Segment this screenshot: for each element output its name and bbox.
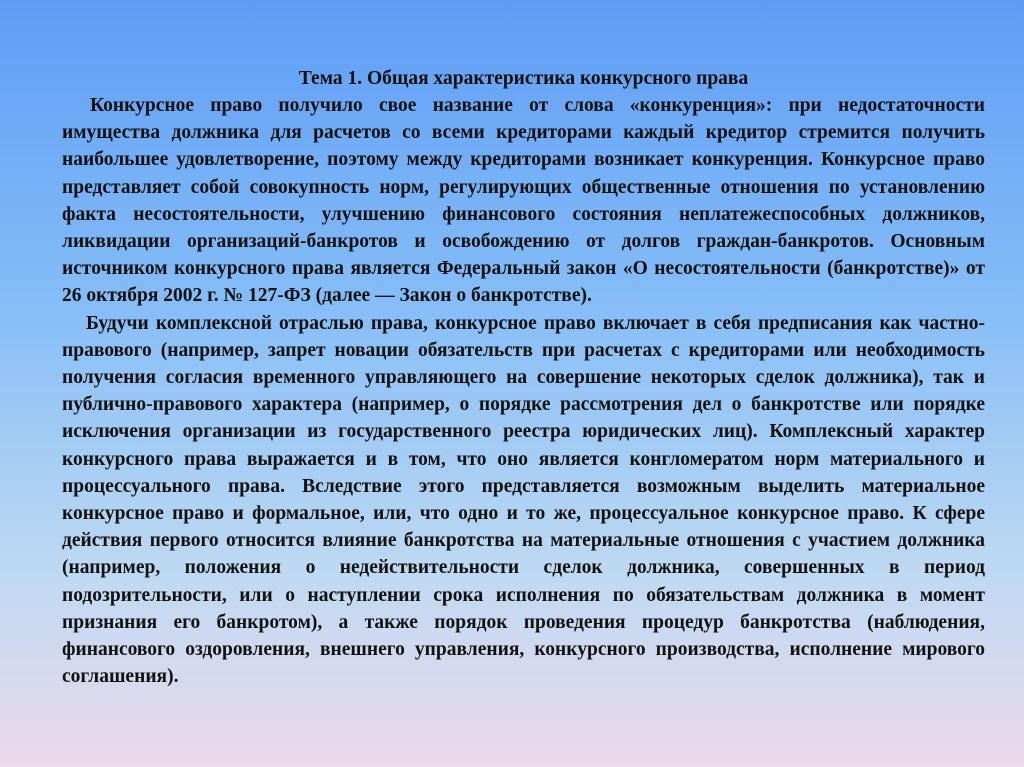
slide-title: Тема 1. Общая характеристика конкурсного права bbox=[298, 68, 749, 89]
slide-content bbox=[62, 65, 985, 690]
paragraph-2: Будучи комплексной отраслью права, конкурсное право включает в себя предписания как частно-правового (например, запрет новации обязательств при расчетах с кредиторами или необходимость получения согласия временного управляющего на совершение некоторых сделок должника), так и публично-правового характера (например, о порядке рассмотрения дел о банкротстве или порядке исключения организации из государственного реестра юридических лиц). Комплексный характер конкурсного права выражается и в том, что оно является конгломератом норм материального и процессуального права. Вследствие этого представляется возможным выделить материальное конкурсное право и формальное, или, что одно и то же, процессуальное конкурсное право. К сфере действия первого относится влияние банкротства на материальные отношения с участием должника (например, положения о недействительности сделок должника, совершенных в период подозрительности, или о наступлении срока исполнения по обязательствам должника в момент признания его банкротом), а также порядок проведения процедур банкротства (наблюдения, финансового оздоровления, внешнего управления, конкурсного производства, исполнение мирового соглашения). bbox=[62, 312, 985, 688]
paragraph-1: Конкурсное право получило свое название от слова «конкуренция»: при недостаточности имущества должника для расчетов со всеми кредиторами каждый кредитор стремится получить наибольшее удовлетворение, поэтому между кредиторами возникает конкуренция. Конкурсное право представляет собой совокупность норм, регулирующих общественные отношения по установлению факта несостоятельности, улучшению финансового состояния неплатежеспособных должников, ликвидации организаций-банкротов и освобождению от долгов граждан-банкротов. Основным источником конкурсного права является Федеральный закон «О несостоятельности (банкротстве)» от 26 октября 2002 г. № 127-ФЗ (далее — Закон о банкротстве). bbox=[62, 95, 985, 307]
